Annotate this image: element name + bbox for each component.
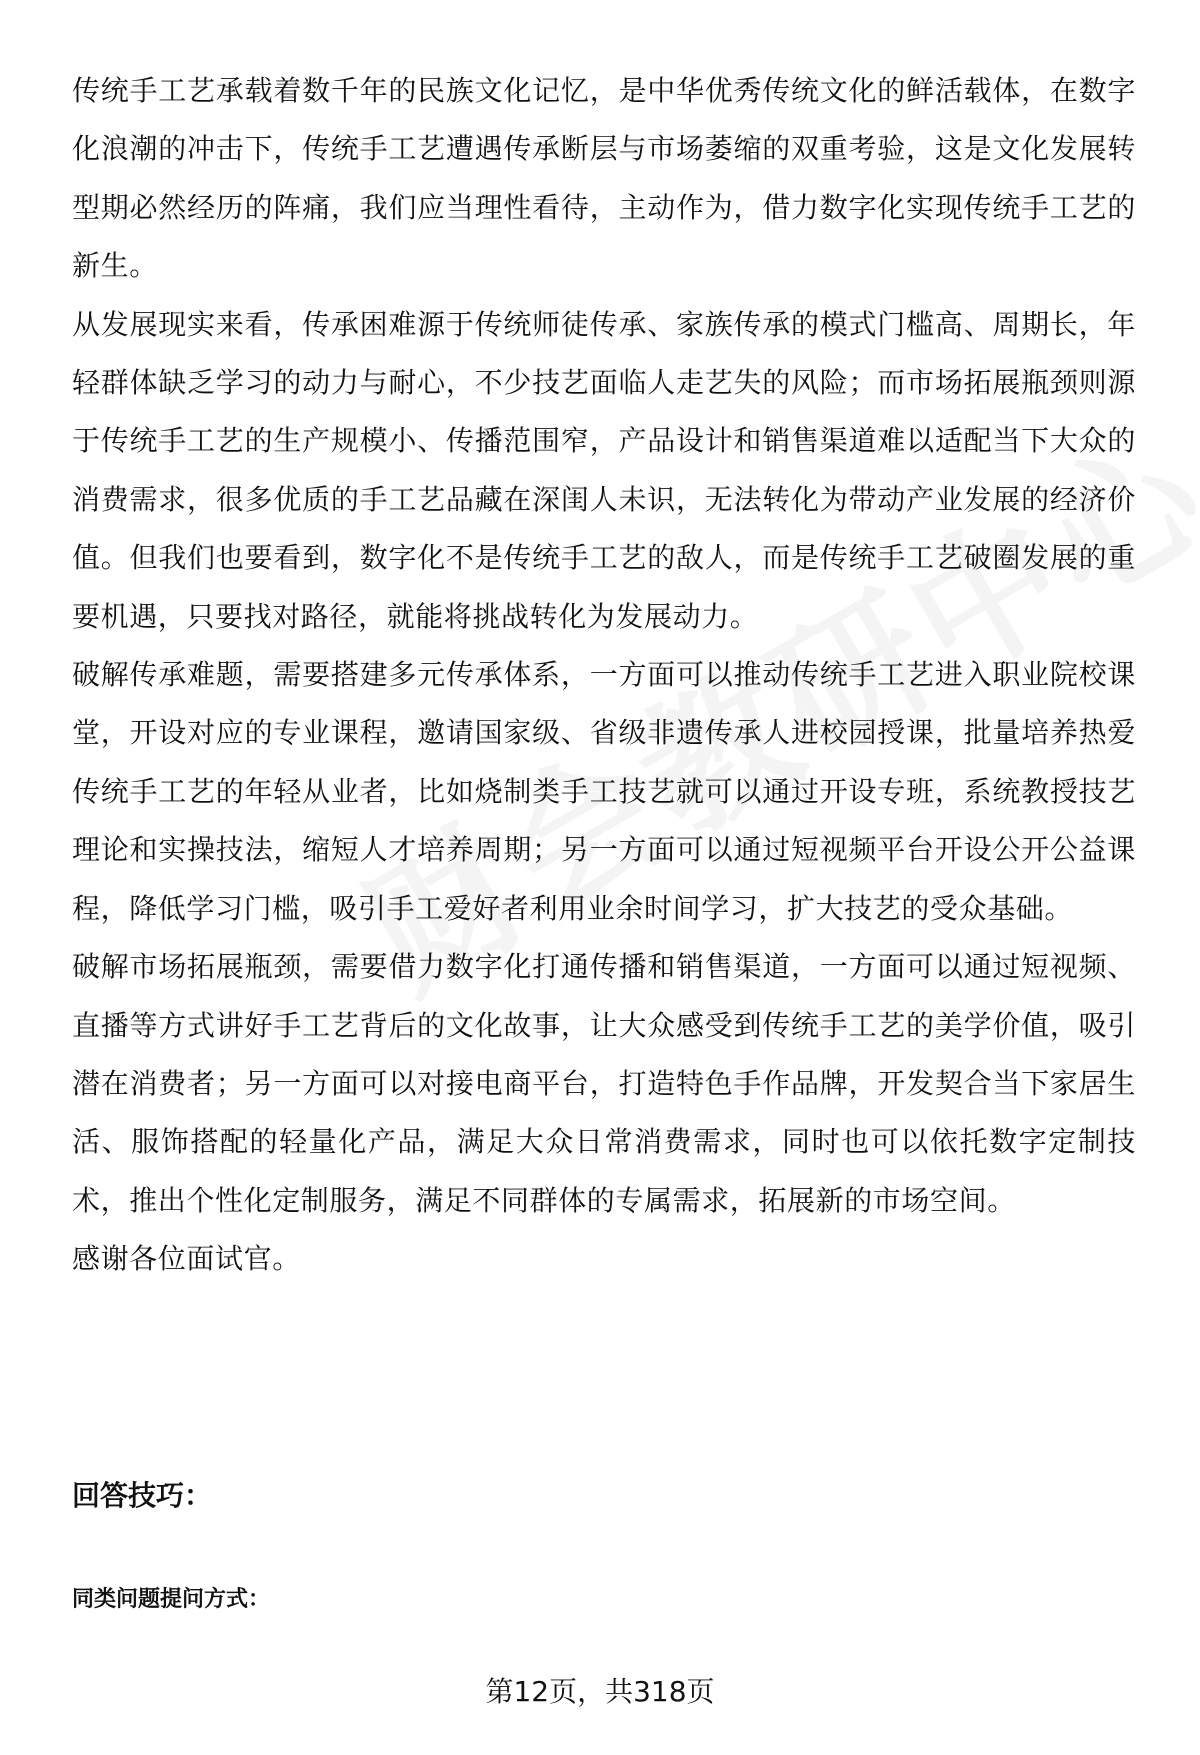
paragraph-closing: 感谢各位面试官。 xyxy=(72,1242,301,1276)
heading-similar-questions: 同类问题提问方式： xyxy=(72,1587,271,1612)
body-text xyxy=(72,62,1136,1289)
paragraph-analysis: 从发展现实来看，传承困难源于传统师徒传承、家族传承的模式门槛高、周期长，年轻群体缺乏学习的动力与耐心，不少技艺面临人走艺失的风险；而市场拓展瓶颈则源于传统手工艺的生产规模小、传播范围窄，产品设计和销售渠道难以适配当下大众的消费需求，很多优质的手工艺品藏在深闺人未识，无法转化为带动产业发展的经济价值。但我们也要看到，数字化不是传统手工艺的敌人，而是传统手工艺破圈发展的重要机遇，只要找对路径，就能将挑战转化为发展动力。 xyxy=(72,307,1136,633)
heading-answer-tips: 回答技巧： xyxy=(72,1479,213,1512)
paragraph-intro: 传统手工艺承载着数千年的民族文化记忆，是中华优秀传统文化的鲜活载体，在数字化浪潮的冲击下，传统手工艺遭遇传承断层与市场萎缩的双重考验，这是文化发展转型期必然经历的阵痛，我们应当理性看待，主动作为，借力数字化实现传统手工艺的新生。 xyxy=(72,74,1136,283)
paragraph-inheritance-solution: 破解传承难题，需要搭建多元传承体系，一方面可以推动传统手工艺进入职业院校课堂，开设对应的专业课程，邀请国家级、省级非遗传承人进校园授课，批量培养热爱传统手工艺的年轻从业者，比如烧制类手工技艺就可以通过开设专班，系统教授技艺理论和实操技法，缩短人才培养周期；另一方面可以通过短视频平台开设公开公益课程，降低学习门槛，吸引手工爱好者利用业余时间学习，扩大技艺的受众基础。 xyxy=(72,658,1136,925)
paragraph-market-solution: 破解市场拓展瓶颈，需要借力数字化打通传播和销售渠道，一方面可以通过短视频、直播等方式讲好手工艺背后的文化故事，让大众感受到传统手工艺的美学价值，吸引潜在消费者；另一方面可以对接电商平台，打造特色手作品牌，开发契合当下家居生活、服饰搭配的轻量化产品，满足大众日常消费需求，同时也可以依托数字定制技术，推出个性化定制服务，满足不同群体的专属需求，拓展新的市场空间。 xyxy=(72,950,1136,1217)
page-number-footer: 第12页，共318页 xyxy=(485,1675,715,1708)
